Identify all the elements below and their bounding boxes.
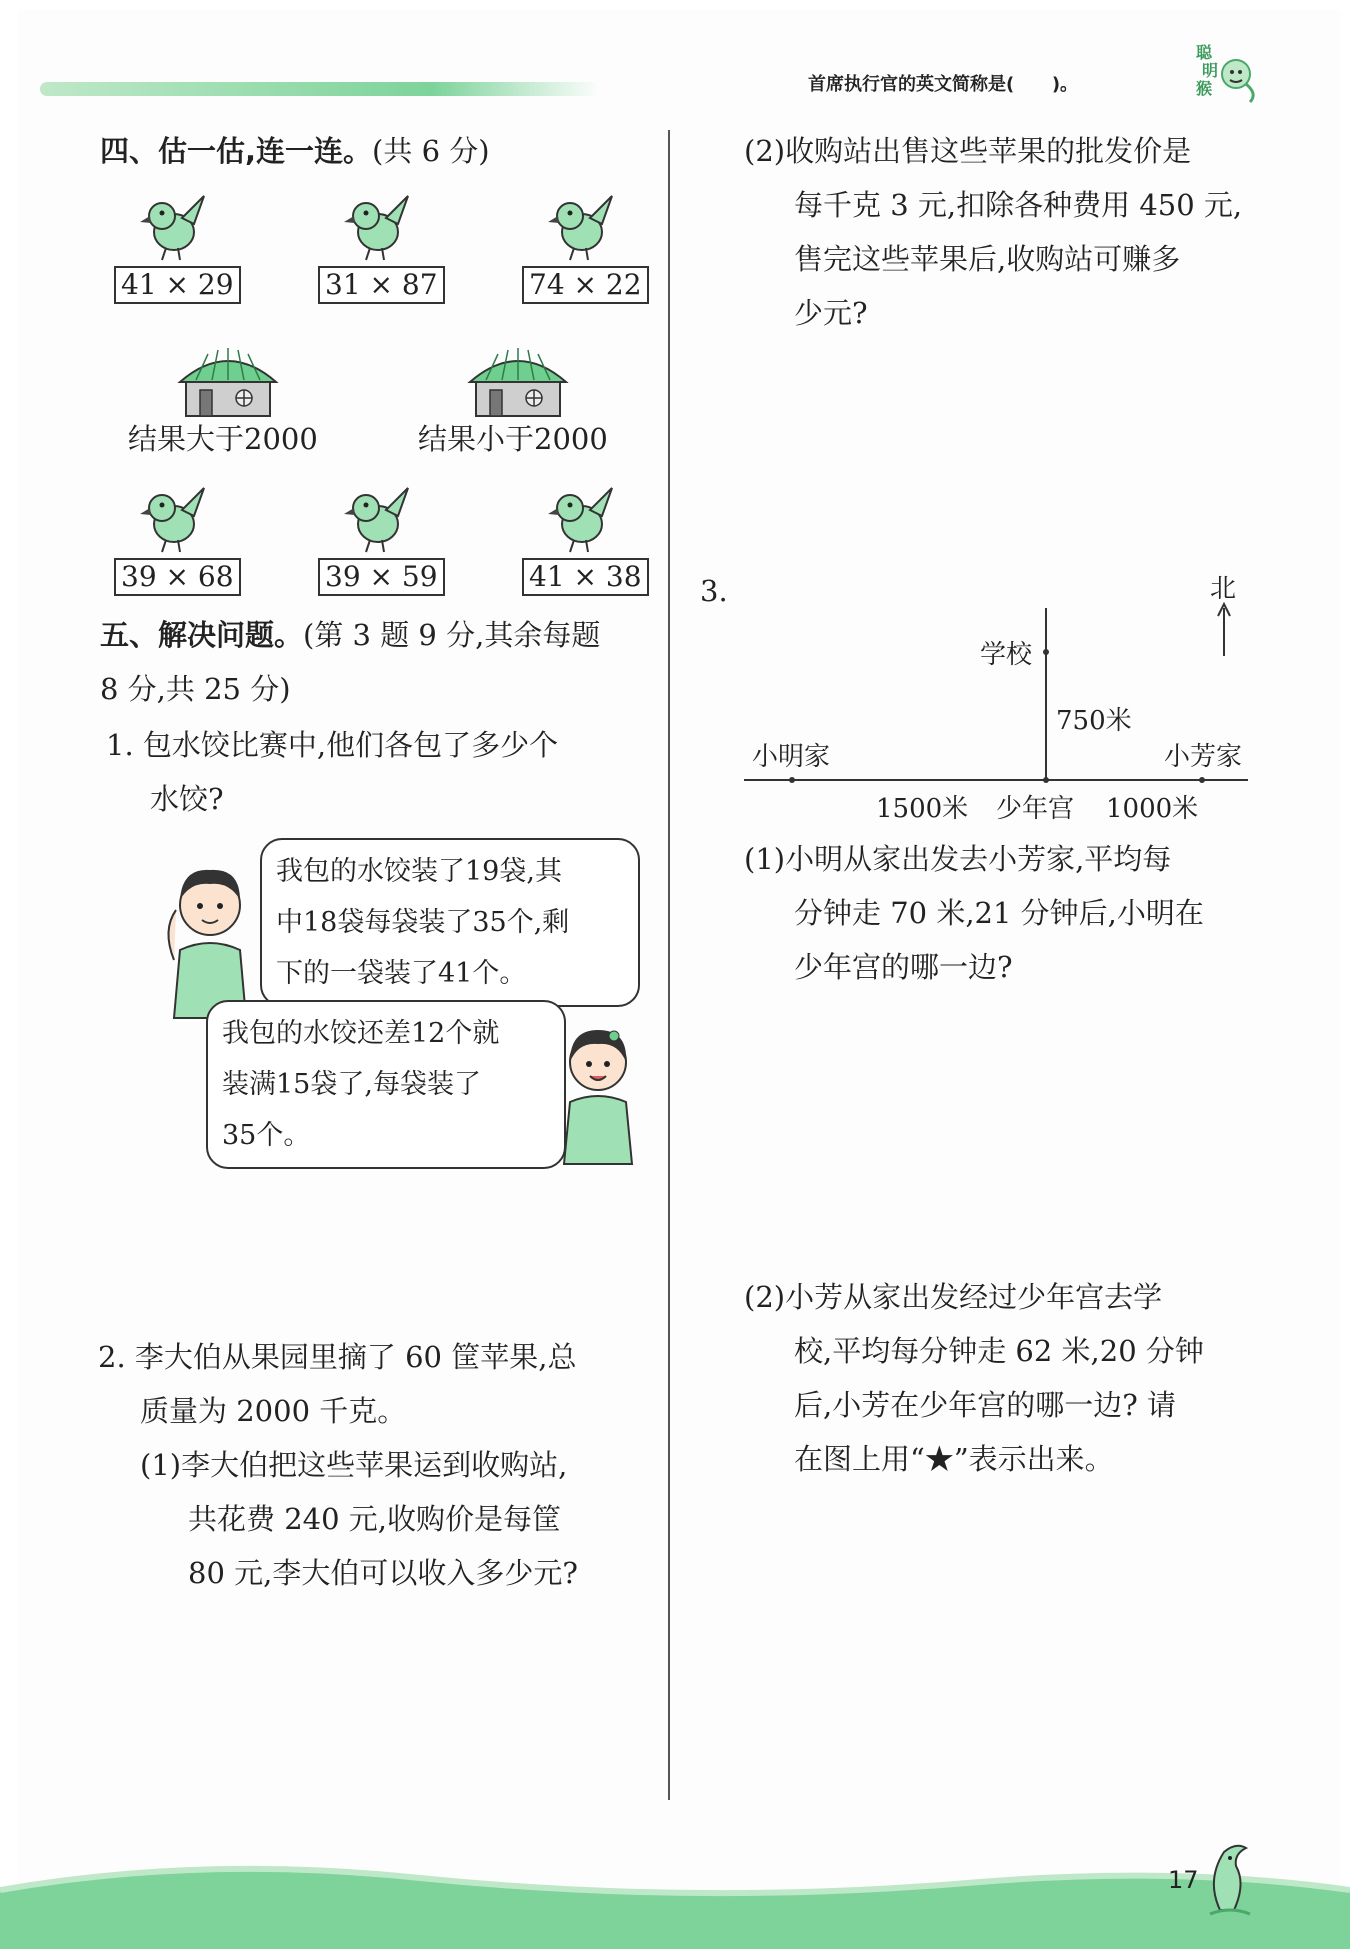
- left-distance-label: 1500米: [876, 794, 969, 824]
- q3-sub1-line: 少年宫的哪一边?: [794, 950, 1013, 984]
- school-label: 学校: [980, 640, 1033, 670]
- q3-sub2-line: 校,平均每分钟走 62 米,20 分钟: [794, 1334, 1204, 1368]
- q2-sub2-line: 售完这些苹果后,收购站可赚多: [794, 242, 1181, 276]
- logo-char-2: 明: [1202, 61, 1219, 80]
- q3-sub2-line: 在图上用“★”表示出来。: [794, 1442, 1114, 1476]
- q3-number: 3.: [700, 574, 728, 608]
- q3-sub1-line: (1)小明从家出发去小芳家,平均每: [744, 842, 1172, 876]
- house-label-greater: 结果大于2000: [128, 422, 318, 456]
- bird-icon: [336, 188, 416, 266]
- q2-sub2-line: (2)收购站出售这些苹果的批发价是: [744, 134, 1192, 168]
- expression-box: 74 × 22: [522, 266, 649, 304]
- header-question: 首席执行官的英文简称是( )。: [808, 74, 1079, 95]
- section4-title: 四、估一估,连一连。: [100, 134, 373, 168]
- q1-text: 1. 包水饺比赛中,他们各包了多少个: [106, 728, 559, 762]
- section5-heading: [100, 608, 600, 662]
- q3-sub1-line: 分钟走 70 米,21 分钟后,小明在: [794, 896, 1204, 930]
- xiaoming-home-label: 小明家: [752, 742, 831, 772]
- expression-box: 41 × 38: [522, 558, 649, 596]
- boy-avatar: [160, 850, 260, 1020]
- girl-bubble-line: 装满15袋了,每袋装了: [222, 1069, 481, 1100]
- q2-sub1-line: 80 元,李大伯可以收入多少元?: [188, 1556, 578, 1590]
- bird-icon: [336, 480, 416, 558]
- logo-char-3: 猴: [1196, 79, 1213, 98]
- q2-sub2-line: 每千克 3 元,扣除各种费用 450 元,: [794, 188, 1243, 222]
- house-icon: [466, 346, 570, 418]
- logo-char-1: 聪: [1196, 43, 1213, 62]
- column-divider: [668, 130, 670, 1800]
- bird-icon: [132, 480, 212, 558]
- north-label: 北: [1210, 574, 1237, 604]
- xiaofang-home-label: 小芳家: [1164, 742, 1243, 772]
- q3-sub2-line: 后,小芳在少年宫的哪一边? 请: [794, 1388, 1176, 1422]
- expression-box: 39 × 68: [114, 558, 241, 596]
- q2-text-2: 质量为 2000 千克。: [140, 1394, 407, 1428]
- girl-bubble-line: 35个。: [222, 1120, 311, 1151]
- bottom-wave-decoration: [0, 1860, 1350, 1949]
- q1-text-2: 水饺?: [150, 782, 224, 816]
- section5-score-2: 8 分,共 25 分): [100, 672, 291, 706]
- house-icon: [176, 346, 280, 418]
- section4-heading: [100, 124, 490, 178]
- youth-palace-label: 少年宫: [996, 794, 1075, 824]
- boy-bubble-line: 中18袋每袋装了35个,剩: [276, 907, 570, 938]
- girl-bubble-line: 我包的水饺还差12个就: [222, 1018, 500, 1049]
- girl-avatar: [556, 1016, 640, 1166]
- dolphin-icon: [1200, 1840, 1260, 1920]
- bird-icon: [132, 188, 212, 266]
- q2-text: 2. 李大伯从果园里摘了 60 筐苹果,总: [98, 1340, 577, 1374]
- expression-box: 39 × 59: [318, 558, 445, 596]
- q2-sub1-line: (1)李大伯把这些苹果运到收购站,: [140, 1448, 568, 1482]
- header-strip: [40, 82, 600, 96]
- boy-bubble-line: 下的一袋装了41个。: [276, 958, 527, 989]
- q2-sub1-line: 共花费 240 元,收购价是每筐: [188, 1502, 562, 1536]
- section5-title: 五、解决问题。: [100, 618, 304, 652]
- school-distance-label: 750米: [1056, 706, 1132, 736]
- q2-sub2-line: 少元?: [794, 296, 868, 330]
- q3-sub2-line: (2)小芳从家出发经过少年宫去学: [744, 1280, 1163, 1314]
- girl-speech-bubble: [206, 1000, 566, 1169]
- section4-score: (共 6 分): [372, 134, 490, 168]
- right-distance-label: 1000米: [1106, 794, 1199, 824]
- page-number: 17: [1168, 1866, 1199, 1894]
- bird-icon: [540, 480, 620, 558]
- boy-speech-bubble: [260, 838, 640, 1007]
- boy-bubble-line: 我包的水饺装了19袋,其: [276, 856, 562, 887]
- section5-score-1: (第 3 题 9 分,其余每题: [303, 618, 601, 652]
- house-label-less: 结果小于2000: [418, 422, 608, 456]
- expression-box: 31 × 87: [318, 266, 445, 304]
- expression-box: 41 × 29: [114, 266, 241, 304]
- bird-icon: [540, 188, 620, 266]
